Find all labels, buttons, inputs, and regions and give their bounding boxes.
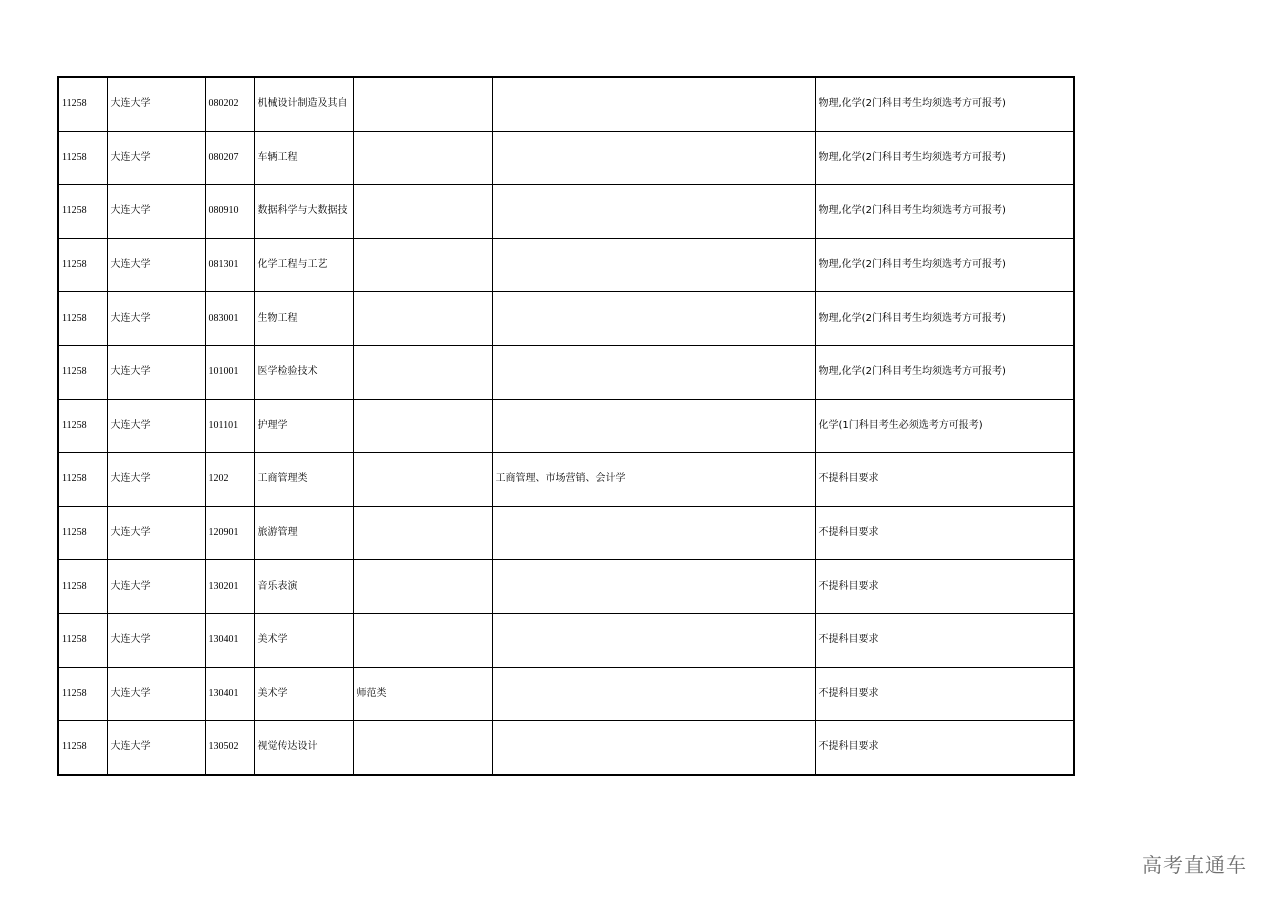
major-code-cell: 081301: [205, 238, 254, 292]
school-name-cell: 大连大学: [107, 131, 205, 185]
major-name-cell: 数据科学与大数据技: [254, 185, 353, 239]
school-code-cell: 11258: [58, 453, 107, 507]
subject-requirement-cell: 不提科目要求: [815, 453, 1074, 507]
table-row: [58, 292, 1074, 346]
table-row: [58, 613, 1074, 667]
major-code-cell: 080207: [205, 131, 254, 185]
subject-requirement-cell: 不提科目要求: [815, 721, 1074, 775]
school-code-cell: 11258: [58, 560, 107, 614]
included-majors-cell: [492, 185, 815, 239]
included-majors-cell: [492, 345, 815, 399]
included-majors-cell: [492, 131, 815, 185]
major-name-cell: 美术学: [254, 613, 353, 667]
school-code-cell: 11258: [58, 238, 107, 292]
school-name-cell: 大连大学: [107, 77, 205, 131]
table-row: [58, 506, 1074, 560]
major-name-cell: 视觉传达设计: [254, 721, 353, 775]
school-name-cell: 大连大学: [107, 399, 205, 453]
table-body: [58, 77, 1074, 775]
subject-requirement-cell: 物理,化学(2门科目考生均须选考方可报考): [815, 131, 1074, 185]
major-code-cell: 120901: [205, 506, 254, 560]
major-name-cell: 医学检验技术: [254, 345, 353, 399]
school-code-cell: 11258: [58, 506, 107, 560]
school-code-cell: 11258: [58, 131, 107, 185]
school-code-cell: 11258: [58, 345, 107, 399]
subject-requirements-table: [57, 76, 1075, 776]
major-note-cell: [353, 506, 492, 560]
subject-requirement-cell: 物理,化学(2门科目考生均须选考方可报考): [815, 345, 1074, 399]
major-name-cell: 护理学: [254, 399, 353, 453]
school-name-cell: 大连大学: [107, 292, 205, 346]
school-name-cell: 大连大学: [107, 238, 205, 292]
school-name-cell: 大连大学: [107, 721, 205, 775]
major-code-cell: 130401: [205, 667, 254, 721]
major-note-cell: [353, 399, 492, 453]
subject-requirement-cell: 物理,化学(2门科目考生均须选考方可报考): [815, 238, 1074, 292]
table-row: [58, 345, 1074, 399]
major-code-cell: 130401: [205, 613, 254, 667]
table-row: [58, 721, 1074, 775]
school-name-cell: 大连大学: [107, 506, 205, 560]
subject-requirement-cell: 不提科目要求: [815, 506, 1074, 560]
major-note-cell: [353, 721, 492, 775]
table-row: [58, 185, 1074, 239]
major-name-cell: 美术学: [254, 667, 353, 721]
subject-requirement-cell: 物理,化学(2门科目考生均须选考方可报考): [815, 292, 1074, 346]
school-name-cell: 大连大学: [107, 345, 205, 399]
major-note-cell: [353, 131, 492, 185]
school-code-cell: 11258: [58, 399, 107, 453]
major-name-cell: 音乐表演: [254, 560, 353, 614]
major-note-cell: [353, 292, 492, 346]
table-row: [58, 238, 1074, 292]
table-row: [58, 667, 1074, 721]
table-row: [58, 399, 1074, 453]
major-code-cell: 080202: [205, 77, 254, 131]
school-code-cell: 11258: [58, 667, 107, 721]
major-code-cell: 101101: [205, 399, 254, 453]
major-note-cell: [353, 345, 492, 399]
included-majors-cell: [492, 667, 815, 721]
subject-requirement-cell: 物理,化学(2门科目考生均须选考方可报考): [815, 185, 1074, 239]
school-code-cell: 11258: [58, 292, 107, 346]
table-row: [58, 77, 1074, 131]
school-name-cell: 大连大学: [107, 185, 205, 239]
major-name-cell: 旅游管理: [254, 506, 353, 560]
major-note-cell: [353, 77, 492, 131]
major-note-cell: [353, 185, 492, 239]
major-code-cell: 080910: [205, 185, 254, 239]
subject-requirement-cell: 不提科目要求: [815, 560, 1074, 614]
major-code-cell: 083001: [205, 292, 254, 346]
major-code-cell: 101001: [205, 345, 254, 399]
included-majors-cell: [492, 292, 815, 346]
school-code-cell: 11258: [58, 613, 107, 667]
included-majors-cell: [492, 238, 815, 292]
subject-requirement-cell: 化学(1门科目考生必须选考方可报考): [815, 399, 1074, 453]
major-note-cell: [353, 453, 492, 507]
subject-requirement-cell: 不提科目要求: [815, 667, 1074, 721]
major-note-cell: 师范类: [353, 667, 492, 721]
included-majors-cell: [492, 613, 815, 667]
school-name-cell: 大连大学: [107, 613, 205, 667]
major-note-cell: [353, 238, 492, 292]
major-code-cell: 130502: [205, 721, 254, 775]
major-note-cell: [353, 613, 492, 667]
table-row: [58, 453, 1074, 507]
school-code-cell: 11258: [58, 77, 107, 131]
watermark-text: 高考直通车: [1142, 853, 1247, 877]
included-majors-cell: [492, 560, 815, 614]
school-name-cell: 大连大学: [107, 667, 205, 721]
included-majors-cell: 工商管理、市场营销、会计学: [492, 453, 815, 507]
included-majors-cell: [492, 506, 815, 560]
table-row: [58, 131, 1074, 185]
subject-requirement-cell: 物理,化学(2门科目考生均须选考方可报考): [815, 77, 1074, 131]
included-majors-cell: [492, 77, 815, 131]
major-note-cell: [353, 560, 492, 614]
major-name-cell: 工商管理类: [254, 453, 353, 507]
major-name-cell: 生物工程: [254, 292, 353, 346]
included-majors-cell: [492, 399, 815, 453]
major-code-cell: 1202: [205, 453, 254, 507]
table-row: [58, 560, 1074, 614]
included-majors-cell: [492, 721, 815, 775]
major-name-cell: 化学工程与工艺: [254, 238, 353, 292]
major-name-cell: 车辆工程: [254, 131, 353, 185]
major-code-cell: 130201: [205, 560, 254, 614]
school-code-cell: 11258: [58, 185, 107, 239]
major-name-cell: 机械设计制造及其自: [254, 77, 353, 131]
school-code-cell: 11258: [58, 721, 107, 775]
school-name-cell: 大连大学: [107, 453, 205, 507]
subject-requirement-cell: 不提科目要求: [815, 613, 1074, 667]
school-name-cell: 大连大学: [107, 560, 205, 614]
